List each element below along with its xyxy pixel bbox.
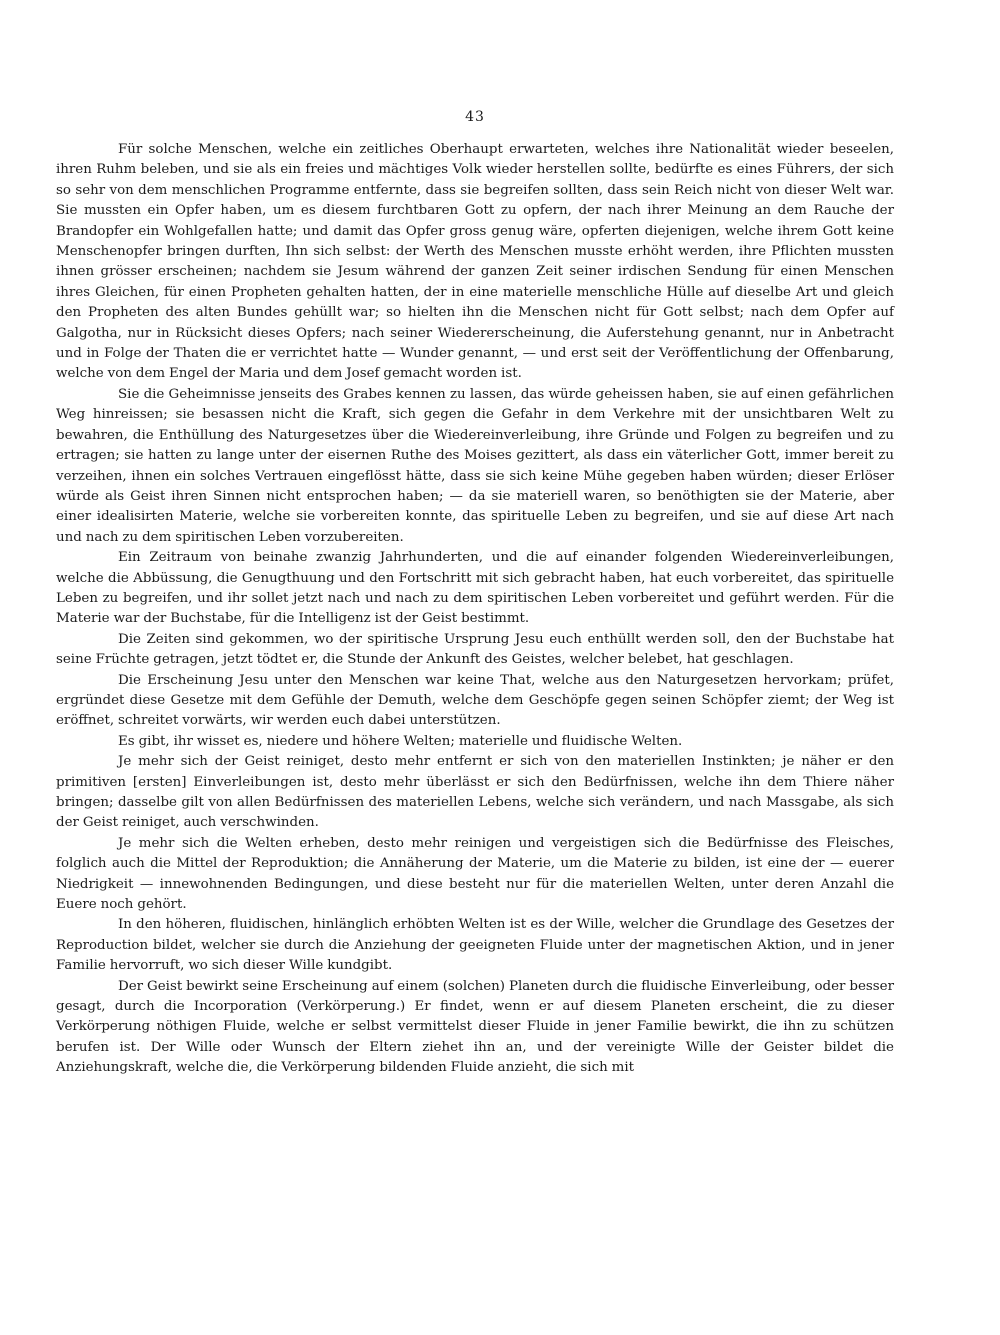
paragraph-9: In den höheren, fluidischen, hinlänglich erhöbten Welten ist es der Wille, welcher die Grundlage des Gesetzes der Reproduction bildet, welcher sie durch die Anziehung der geeigneten Fluide unter der magnetischen Aktion, und in jener Familie hervorruft, wo sich dieser Wille kundgibt.	[56, 917, 894, 974]
page-number: 43	[465, 109, 485, 125]
paragraph-4: Die Zeiten sind gekommen, wo der spiritische Ursprung Jesu euch enthüllt werden soll, den der Buchstabe hat seine Früchte getragen, jetzt tödtet er, die Stunde der Ankunft des Geistes, welcher belebet, hat geschlagen.	[56, 631, 894, 668]
document-page	[56, 108, 894, 1079]
paragraph-10: Der Geist bewirkt seine Erscheinung auf einem (solchen) Planeten durch die fluidische Einverleibung, oder besser gesagt, durch die Incorporation (Verkörperung.) Er findet, wenn er auf diesem Planeten erscheint, die zu dieser Verkörperung nöthigen Fluide, welche er selbst vermittelst dieser Fluide in jener Familie bewirkt, die ihn zu schützen berufen ist. Der Wille oder Wunsch der Eltern ziehet ihn an, und der vereinigte Wille der Geister bildet die Anziehungskraft, welche die, die Verkörperung bildenden Fluide anzieht, die sich mit	[56, 978, 894, 1076]
paragraph-2: Sie die Geheimnisse jenseits des Grabes kennen zu lassen, das würde geheissen haben, sie auf einen gefährlichen Weg hinreissen; sie besassen nicht die Kraft, sich gegen die Gefahr in dem Verkehre mit der unsichtbaren Welt zu bewahren, die Enthüllung des Naturgesetzes über die Wiedereinverleibung, ihre Gründe und Folgen zu begreifen und zu ertragen; sie hatten zu lange unter der eisernen Ruthe des Moises gezittert, als dass ein väterlicher Gott, immer bereit zu verzeihen, ihnen ein solches Vertrauen eingeflösst hätte, dass sie sich keine Mühe gegeben haben würden; dieser Erlöser würde als Geist ihren Sinnen nicht entsprochen haben; — da sie materiell waren, so benöthigten sie der Materie, aber einer idealisirten Materie, welche sie vorbereiten konnte, das spirituelle Leben zu begreifen, und sie auf diese Art nach und nach zu dem spiritischen Leben vorzubereiten.	[56, 386, 894, 545]
paragraph-8: Je mehr sich die Welten erheben, desto mehr reinigen und vergeistigen sich die Bedürfnisse des Fleisches, folglich auch die Mittel der Reproduktion; die Annäherung der Materie, um die Materie zu bilden, ist eine der — euerer Niedrigkeit — innewohnenden Bedingungen, und diese besteht nur für die materiellen Welten, unter deren Anzahl die Euere noch gehört.	[56, 835, 894, 913]
paragraph-6: Es gibt, ihr wisset es, niedere und höhere Welten; materielle und fluidische Welten.	[118, 733, 683, 749]
paragraph-1: Für solche Menschen, welche ein zeitliches Oberhaupt erwarteten, welches ihre Nationalität wieder beseelen, ihren Ruhm beleben, und sie als ein freies und mächtiges Volk wieder herstellen sollte, bedürfte es eines Führers, der sich so sehr von dem menschlichen Programme entfernte, dass sie begreifen sollten, dass sein Reich nicht von dieser Welt war. Sie mussten ein Opfer haben, um es diesem furchtbaren Gott zu opfern, der nach ihrer Meinung an dem Rauche der Brandopfer ein Wohlgefallen hatte; und damit das Opfer gross genug wäre, opferten diejenigen, welche ihrem Gott keine Menschenopfer bringen durften, Ihn sich selbst: der Werth des Menschen musste erhöht werden, ihre Pflichten mussten ihnen grösser erscheinen; nachdem sie Jesum während der ganzen Zeit seiner irdischen Sendung für einen Menschen ihres Gleichen, für einen Propheten gehalten hatten, der in eine materielle menschliche Hülle auf dieselbe Art und gleich den Propheten des alten Bundes gehüllt war; so hielten ihn die Menschen nicht für Gott selbst; nach dem Opfer auf Galgotha, nur in Rücksicht dieses Opfers; nach seiner Wiedererscheinung, die Auferstehung genannt, nur in Anbetracht und in Folge der Thaten die er verrichtet hatte — Wunder genannt, — und erst seit der Veröffentlichung der Offenbarung, welche von dem Engel der Maria und dem Josef gemacht worden ist.	[56, 142, 894, 382]
paragraph-7: Je mehr sich der Geist reiniget, desto mehr entfernt er sich von den materiellen Instinkten; je näher er den primitiven [ersten] Einverleibungen ist, desto mehr überlässt er sich den Bedürfnissen, welche ihn dem Thiere näher bringen; dasselbe gilt von allen Bedürfnissen des materiellen Lebens, welche sich verändern, und nach Massgabe, als sich der Geist reiniget, auch verschwinden.	[56, 754, 894, 831]
paragraph-5: Die Erscheinung Jesu unter den Menschen war keine That, welche aus den Naturgesetzen hervorkam; prüfet, ergründet diese Gesetze mit dem Gefühle der Demuth, welche dem Geschöpfe gegen seinen Schöpfer ziemt; der Weg ist eröffnet, schreitet vorwärts, wir werden euch dabei unterstützen.	[56, 672, 894, 729]
paragraph-3: Ein Zeitraum von beinahe zwanzig Jahrhunderten, und die auf einander folgenden Wiedereinverleibungen, welche die Abbüssung, die Genugthuung und den Fortschritt mit sich gebracht haben, hat euch vorbereitet, das spirituelle Leben zu begreifen, und ihr sollet jetzt nach und nach zu dem spiritischen Leben vorbereitet und geführt werden. Für die Materie war der Buchstabe, für die Intelligenz ist der Geist bestimmt.	[56, 550, 894, 627]
